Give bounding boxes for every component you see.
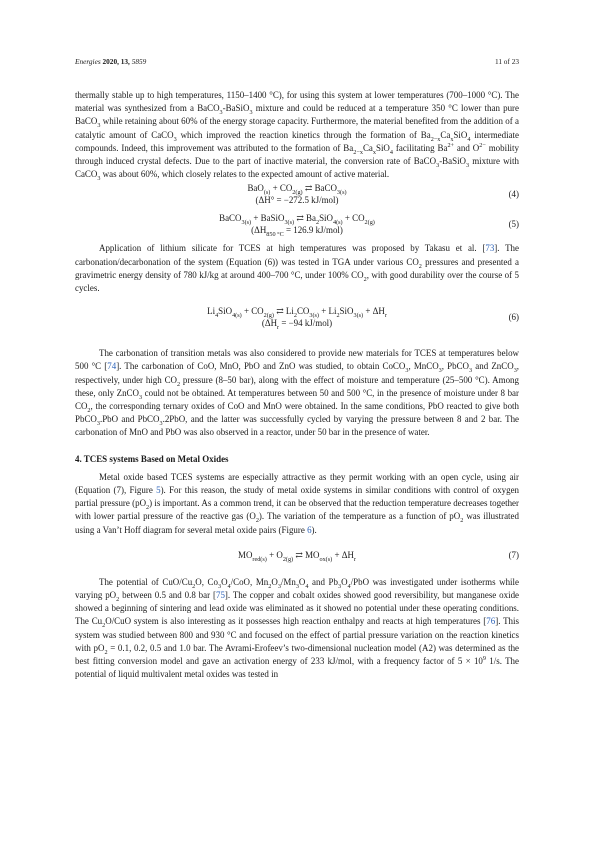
equation-5-enthalpy: ($\Delta H_{850 ^\circ C} = 126.9$ kJ/mol) <box>251 225 343 239</box>
equation-7-reaction: $MO_{red(s)} + O_{2(g)}$ ⇄ $MO_{ox(s)} + \Delta H_r$ <box>238 549 356 563</box>
citation-link[interactable]: 75 <box>215 590 225 601</box>
paragraph-lithium-silicate: Application of lithium silicate for TCES at high temperatures was proposed by Takasu et al. [73]. The carbonation/decarbonation of the system (Equation (6)) was tested in TGA under various $CO_2$ pressures and presented a gravimetric energy density of 780 kJ/kg at around 400–700 °C, under 100% $CO_2$, with good durability over the course of 5 cycles. <box>75 243 519 294</box>
equation-7 <box>75 549 519 562</box>
journal-citation: Energies 2020, 13, 5859 <box>75 57 147 66</box>
section-heading: 4. TCES systems Based on Metal Oxides <box>75 453 229 464</box>
equation-6-reaction: $Li_4SiO_{4(s)} + CO_{2(g)}$ ⇄ $Li_2CO_{3(s)} + Li_2SiO_{3(s)} + \Delta H_r$ <box>207 306 387 320</box>
equation-6-enthalpy: ($\Delta H_r = -94$ kJ/mol) <box>261 318 333 332</box>
equation-6 <box>75 305 519 331</box>
equation-4-number: (4) <box>508 189 519 200</box>
figure-link[interactable]: 6 <box>307 524 312 535</box>
citation-link[interactable]: 76 <box>486 616 496 627</box>
citation-link[interactable]: 73 <box>485 243 495 254</box>
equation-6-number: (6) <box>508 312 519 323</box>
equation-4-reaction: $BaO_{(s)} + CO_{2(g)}$ ⇄ BaCO$_{3(s)}$ <box>247 183 347 197</box>
running-header <box>75 57 519 69</box>
page-number: 11 of 23 <box>494 57 519 66</box>
equation-5-number: (5) <box>508 219 519 230</box>
article-body <box>75 89 519 682</box>
citation-link[interactable]: 74 <box>107 361 117 372</box>
paragraph-metal-oxides: Metal oxide based TCES systems are especially attractive as they permit working with an open cycle, using air (Equation (7), Figure 5). For this reason, the study of metal oxide systems in similar conditions with control of oxygen partial pressure $(pO_2)$ is important. As a common trend, it can be observed that the reduction temperature decreases together with lower partial pressure of the reactive gas $(O_2)$. The variation of the temperature as a function of $pO_2$ was illustrated using a Van’t Hoff diagram for several metal oxide pairs (Figure 6). <box>75 471 520 535</box>
figure-link[interactable]: 5 <box>156 485 161 496</box>
paragraph-bacO3-basio3: thermally stable up to high temperatures, 1150–1400 °C), for using this system at lower temperatures (700–1000 °C). The material was synthesized from a BaCO$_3$-BaSiO$_3$ mixture and could be reduced at a temperature 350 °C lower than pure BaCO$_3$ while retaining about 60% of the energy storage capacity. Furthermore, the material benefited from the addition of a catalytic amount of CaCO$_3$ which improved the reaction kinetics through the formation of $Ba_{2-x}Ca_xSiO_4$ intermediate compounds. Indeed, this improvement was attributed to the formation of $Ba_{2-x}Ca_xSiO_4$ facilitating $Ba^{2+}$ and $O^{2-}$ mobility through induced crystal defects. Due to the part of inactive material, the conversion rate of BaCO$_3$-BaSiO$_3$ mixture with CaCO$_3$ was about 60%, which closely relates to the expected amount of active material. <box>75 90 520 182</box>
equation-4-enthalpy: (ΔH° = −272.5 kJ/mol) <box>255 195 339 206</box>
paragraph-cuo-cu2o: The potential of CuO/$Cu_2O$, $Co_3O_4$/CoO, $Mn_2O_3/Mn_3O_4$ and $Pb_3O_4$/PbO was investigated under isotherms while varying $pO_2$ between 0.5 and 0.8 bar [75]. The copper and cobalt oxides showed good reversibility, but manganese oxide showed a beginning of sintering and lead oxide was eliminated as it showed no potential under these operating conditions. The $Cu_2O$/CuO system is also interesting as it possesses high reaction enthalpy and reacts at high temperatures [76]. This system was studied between 800 and 930 °C and focused on the effect of partial pressure variation on the reaction kinetics with $pO_2 = 0.1$, 0.2, 0.5 and 1.0 bar. The Avrami-Erofeev’s two-dimensional nucleation model (A2) was determined as the best fitting conversion model and gave an activation energy of 233 kJ/mol, with a frequency factor of $5 \times 10^9$ 1/s. The potential of liquid multivalent metal oxides was tested in <box>75 576 520 680</box>
paragraph-transition-metals: The carbonation of transition metals was also considered to provide new materials for TCES at temperatures below 500 °C [74]. The carbonation of CoO, MnO, PbO and ZnO was studied, to obtain CoCO$_3$, MnCO$_3$, PbCO$_3$ and ZnCO$_3$, respectively, under high $CO_2$ pressure (8–50 bar), along with the effect of moisture and temperature (25–500 °C). Among these, only ZnCO$_3$ could not be obtained. At temperatures between 50 and 500 °C, in the presence of moisture under 8 bar $CO_2$, the corresponding ternary oxides of CoO and MnO were obtained. In the same conditions, PbO reacted to give both PbCO$_3$.PbO and PbCO$_3$.2PbO, and the latter was successfully cycled by varying the pressure between 8 and 2 bar. The carbonation of MnO and PbO was also observed in a reactor, under 50 bar in the presence of water. <box>75 348 520 438</box>
equation-5 <box>75 212 519 238</box>
equation-7-number: (7) <box>508 549 519 560</box>
equation-5-reaction: BaCO$_{3(s)}$ + BaSiO$_{3(s)}$ ⇄ $Ba_2SiO_{4(s)} + CO_{2(g)}$ <box>219 213 375 227</box>
equation-4 <box>75 182 519 208</box>
